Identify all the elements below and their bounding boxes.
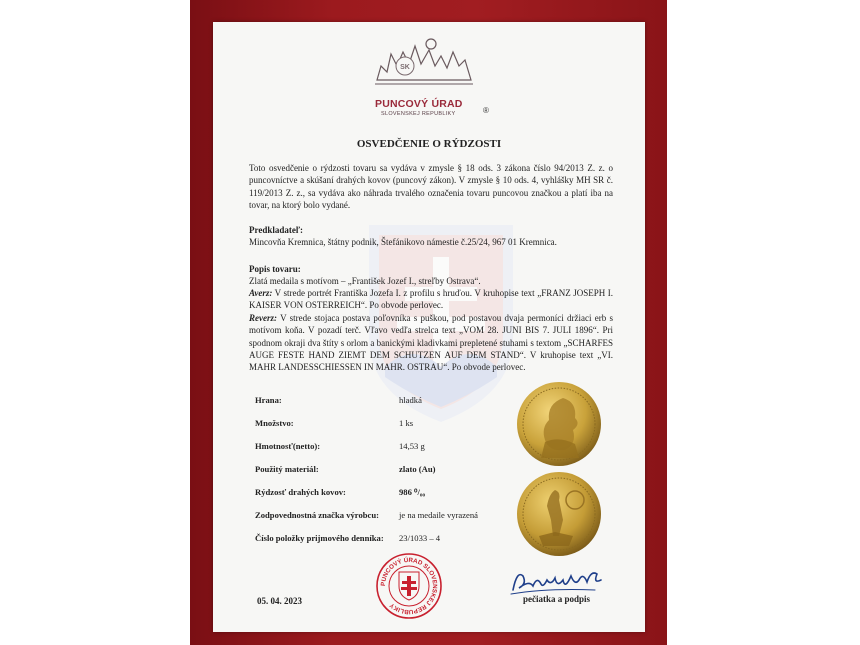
field-label-maker-mark: Zodpovednostná značka výrobcu: <box>255 510 379 520</box>
field-value-maker-mark: je na medaile vyrazená <box>399 510 478 520</box>
field-label-edge: Hrana: <box>255 395 282 405</box>
official-stamp <box>375 552 443 620</box>
description-line: Zlatá medaila s motívom – „František Jozef I., streľby Ostrava“. <box>249 276 481 286</box>
field-value-register-number: 23/1033 – 4 <box>399 533 441 543</box>
field-value-material: zlato (Au) <box>399 464 436 474</box>
medal-reverse-image <box>515 470 603 558</box>
field-label-fineness: Rýdzosť drahých kovov: <box>255 487 346 497</box>
reverz-paragraph <box>249 312 613 373</box>
description-label: Popis tovaru: <box>249 264 301 274</box>
field-value-weight: 14,53 g <box>399 441 425 451</box>
averz-paragraph <box>249 287 613 312</box>
brand-name: PUNCOVÝ ÚRAD <box>375 98 463 110</box>
stamp-text: PUNCOVÝ ÚRAD SLOVENSKEJ REPUBLIKY <box>379 556 439 616</box>
signature-label: pečiatka a podpis <box>523 594 591 604</box>
field-value-fineness: 986 ⁰/₀₀ <box>399 487 426 497</box>
handwritten-signature <box>507 562 607 598</box>
brand-subtitle: SLOVENSKEJ REPUBLIKY <box>381 111 456 117</box>
puncovy-urad-logo <box>375 36 473 88</box>
reverz-label: Reverz: <box>249 313 277 323</box>
logo-emblem-text: SK <box>400 64 410 71</box>
issue-date: 05. 04. 2023 <box>257 596 302 606</box>
certificate-paper <box>213 22 645 632</box>
reverz-text: V strede stojaca postava poľovníka s puškou, pod postavou dvaja permoníci držiaci erb s motívom koňa. V pozadí terč. Vľavo vedľa strelca text „VOM 28. JUNI BIS 7. JULI 1896“. Pri spodnom okraji dva štíty s orlom a banickými kladivkami prepletené stuhami s textom „SCHARFES AUGE FESTE HAND ZIEMT DEM SCHUTZEN AUF DEM STAND“. V kruhopise text „VI. MAHR LANDESSCHIESSEN IN MAHR. OSTRAU“. Po obvode perlovec. <box>249 313 613 373</box>
field-label-weight: Hmotnosť(netto): <box>255 441 321 451</box>
submitter-label: Predkladateľ: <box>249 225 304 235</box>
averz-text: V strede portrét Františka Jozefa I. z profilu s hruďou. V kruhopise text „FRANZ JOSEPH I. KAISER VON OSTERREICH“. Po obvode perlovec. <box>249 288 613 311</box>
certificate-title: OSVEDČENIE O RÝDZOSTI <box>356 138 502 150</box>
submitter-value: Mincovňa Kremnica, štátny podnik, Štefánikovo námestie č.25/24, 967 01 Kremnica. <box>249 237 557 247</box>
field-value-edge: hladká <box>399 395 422 405</box>
field-value-quantity: 1 ks <box>399 418 414 428</box>
field-label-material: Použitý materiál: <box>255 464 319 474</box>
field-label-register-number: Číslo položky prijmového denníka: <box>255 533 384 543</box>
field-label-quantity: Množstvo: <box>255 418 294 428</box>
intro-paragraph: Toto osvedčenie o rýdzosti tovaru sa vydáva v zmysle § 18 ods. 3 zákona číslo 94/2013 Z. z. o puncovníctve a skúšaní drahých kovov (puncový zákon). V zmysle § 10 ods. 4, vyhlášky MH SR č. 119/2013 Z. z., sa vydáva ako náhrada trvalého označenia tovaru puncovou značkou a platí iba na tovar, na ktorý bolo vydané. <box>249 163 613 210</box>
registered-mark: ® <box>483 106 489 115</box>
averz-label: Averz: <box>249 288 273 298</box>
medal-obverse-image <box>515 380 603 468</box>
